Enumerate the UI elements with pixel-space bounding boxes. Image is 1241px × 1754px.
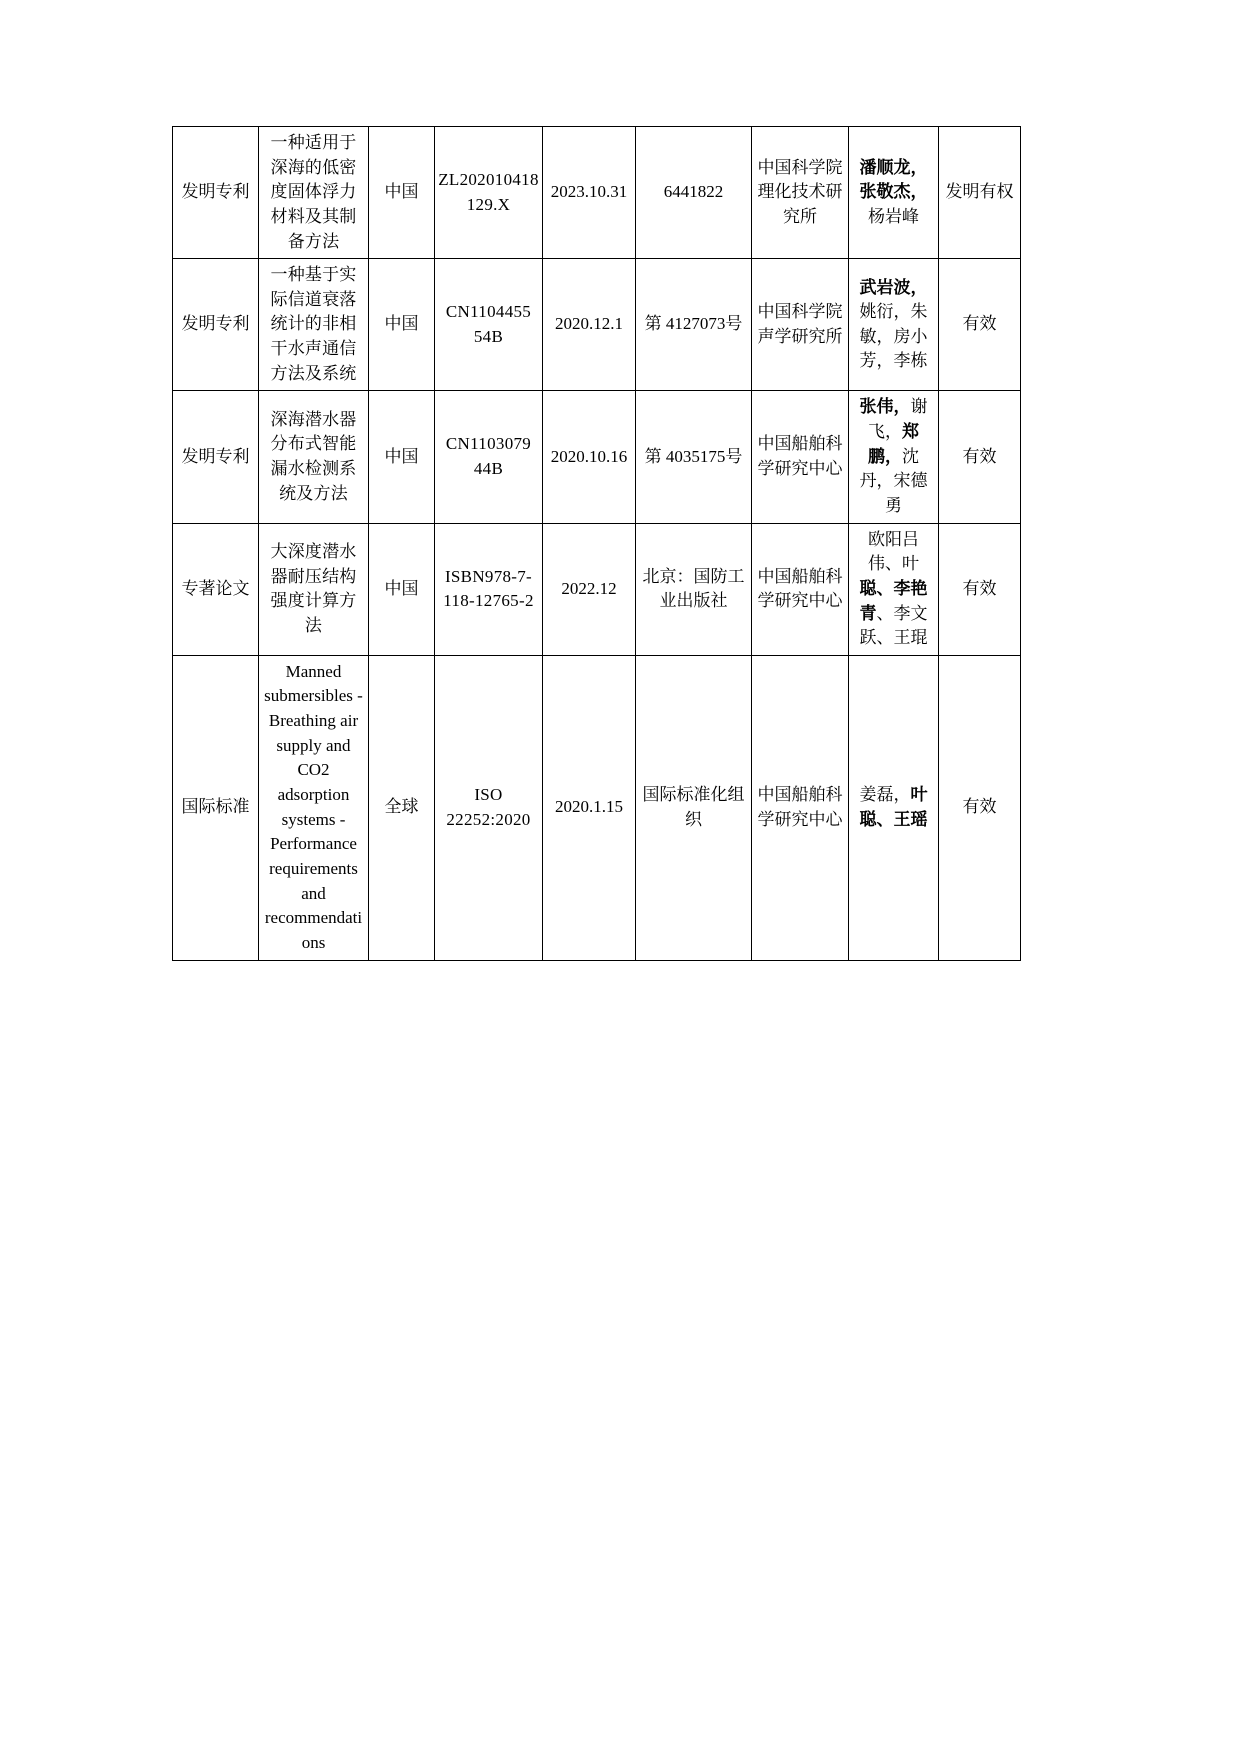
cell-type: 专著论文	[173, 523, 259, 655]
cell-title: 大深度潜水器耐压结构强度计算方法	[259, 523, 369, 655]
authors-bold: 张伟，	[859, 397, 911, 417]
cell-org: 中国科学院理化技术研究所	[752, 127, 849, 259]
cell-region: 中国	[369, 259, 435, 391]
cell-status: 有效	[939, 391, 1021, 523]
authors-plain-2: 、李文跃、王琨	[859, 603, 928, 648]
achievements-table-container	[172, 126, 1014, 961]
cell-type: 国际标准	[173, 655, 259, 960]
cell-authors	[849, 655, 939, 960]
cell-date: 2022.12	[543, 523, 636, 655]
authors-bold: 潘顺龙，张敬杰，	[859, 157, 928, 202]
cell-date: 2020.12.1	[543, 259, 636, 391]
table-row	[173, 655, 1021, 960]
cell-title: Manned submersibles - Breathing air supply and CO2 adsorption systems - Performance requirements and recommendations	[259, 655, 369, 960]
cell-org: 中国科学院声学研究所	[752, 259, 849, 391]
cell-region: 中国	[369, 127, 435, 259]
cell-number: CN1104455 54B	[435, 259, 543, 391]
table-row	[173, 523, 1021, 655]
authors-bold: 武岩波，	[859, 277, 928, 297]
cell-org: 中国船舶科学研究中心	[752, 655, 849, 960]
authors-rest: 沈丹，宋德勇	[859, 446, 928, 515]
cell-region: 全球	[369, 655, 435, 960]
cell-title: 深海潜水器分布式智能漏水检测系统及方法	[259, 391, 369, 523]
authors-plain-1: 欧阳吕伟、叶	[868, 529, 919, 574]
cell-status: 有效	[939, 523, 1021, 655]
cell-org: 中国船舶科学研究中心	[752, 391, 849, 523]
cell-code: 第 4035175号	[636, 391, 752, 523]
cell-number: ISO 22252:2020	[435, 655, 543, 960]
cell-title: 一种适用于深海的低密度固体浮力材料及其制备方法	[259, 127, 369, 259]
authors-mid: 谢飞，	[868, 397, 928, 442]
cell-date: 2023.10.31	[543, 127, 636, 259]
cell-number: ZL202010418129.X	[435, 127, 543, 259]
table-row	[173, 127, 1021, 259]
cell-status: 有效	[939, 655, 1021, 960]
authors-rest: 杨岩峰	[868, 206, 919, 226]
cell-status: 有效	[939, 259, 1021, 391]
authors-bold: 叶聪、王瑶	[859, 785, 928, 829]
cell-authors	[849, 127, 939, 259]
cell-status: 发明有权	[939, 127, 1021, 259]
cell-type: 发明专利	[173, 391, 259, 523]
cell-type: 发明专利	[173, 127, 259, 259]
cell-org: 中国船舶科学研究中心	[752, 523, 849, 655]
authors-bold: 聪、李艳青	[859, 578, 928, 623]
cell-authors	[849, 391, 939, 523]
cell-date: 2020.1.15	[543, 655, 636, 960]
cell-title: 一种基于实际信道衰落统计的非相干水声通信方法及系统	[259, 259, 369, 391]
cell-code: 北京：国防工业出版社	[636, 523, 752, 655]
cell-code: 6441822	[636, 127, 752, 259]
cell-date: 2020.10.16	[543, 391, 636, 523]
cell-authors	[849, 259, 939, 391]
authors-plain-1: 姜磊，	[859, 785, 911, 805]
cell-authors	[849, 523, 939, 655]
cell-number: CN1103079 44B	[435, 391, 543, 523]
table-row	[173, 259, 1021, 391]
cell-region: 中国	[369, 523, 435, 655]
table-row	[173, 391, 1021, 523]
cell-code: 国际标准化组织	[636, 655, 752, 960]
authors-bold-2: 郑鹏，	[868, 422, 919, 466]
authors-rest: 姚衍，朱敏，房小芳，李栋	[859, 302, 928, 371]
cell-type: 发明专利	[173, 259, 259, 391]
cell-number: ISBN978-7-118-12765-2	[435, 523, 543, 655]
cell-region: 中国	[369, 391, 435, 523]
cell-code: 第 4127073号	[636, 259, 752, 391]
achievements-table	[172, 126, 1021, 961]
